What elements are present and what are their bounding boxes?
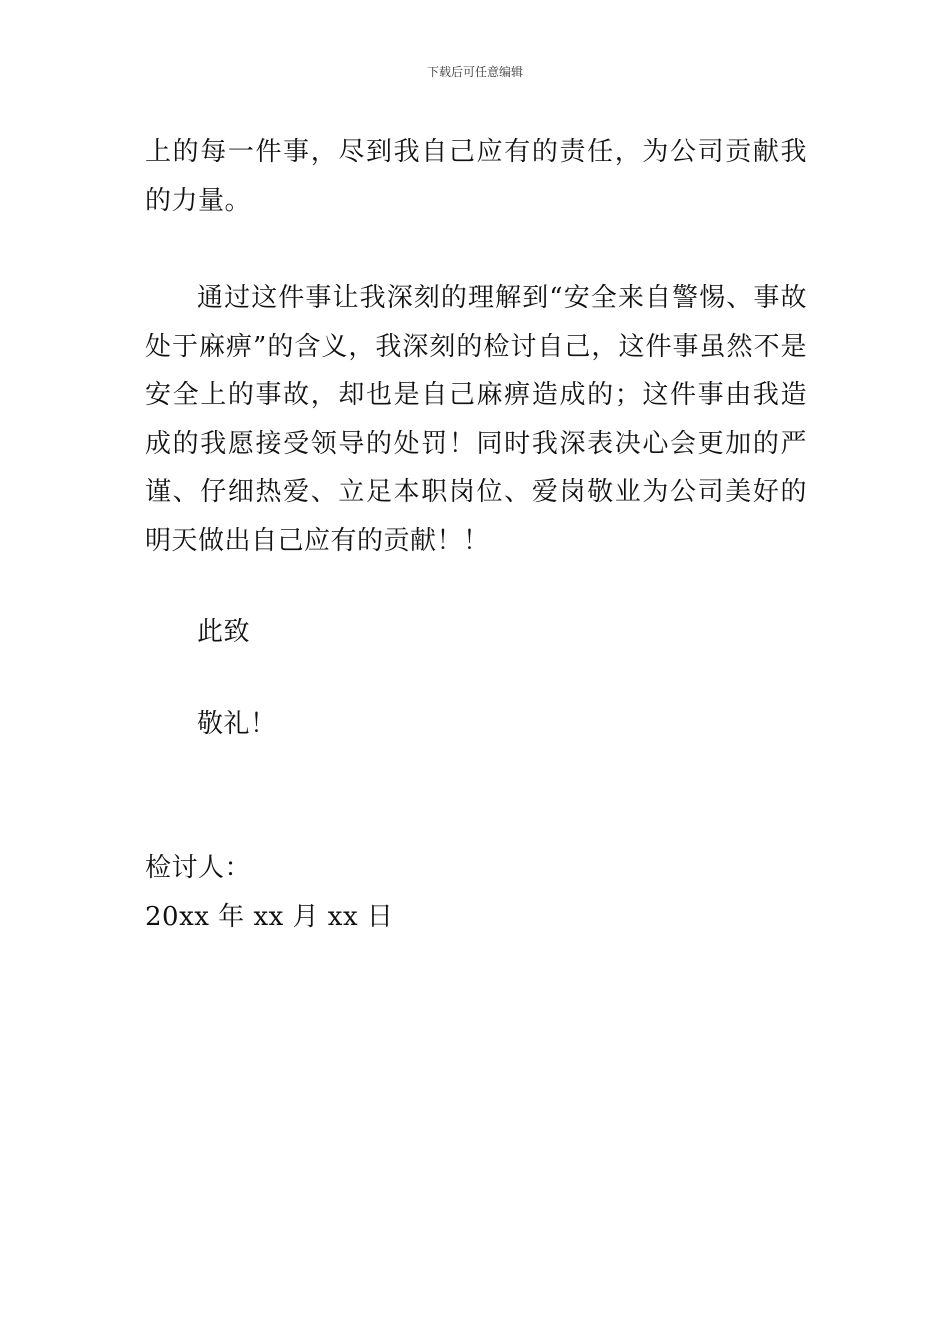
page-header-note: 下载后可任意编辑 xyxy=(426,65,523,79)
closing-salutation: 此致 xyxy=(197,617,251,647)
document-body xyxy=(145,128,807,941)
paragraph-reflection: 通过这件事让我深刻的理解到“安全来自警惕、事故处于麻痹”的含义，我深刻的检讨自己，这件事虽然不是安全上的事故，却也是自己麻痹造成的；这件事由我造成的我愿接受领导的处罚！同时我深表决心会更加的严谨、仔细热爱、立足本职岗位、爱岗敬业为公司美好的明天做出自己应有的贡献！！ xyxy=(145,283,807,556)
signature-label: 检讨人： xyxy=(145,853,252,883)
closing-respect: 敬礼！ xyxy=(197,708,277,739)
paragraph-continuation: 上的每一件事，尽到我自己应有的责任，为公司贡献我的力量。 xyxy=(145,137,807,216)
signature-date: 20xx 年 xx 月 xx 日 xyxy=(145,901,394,932)
